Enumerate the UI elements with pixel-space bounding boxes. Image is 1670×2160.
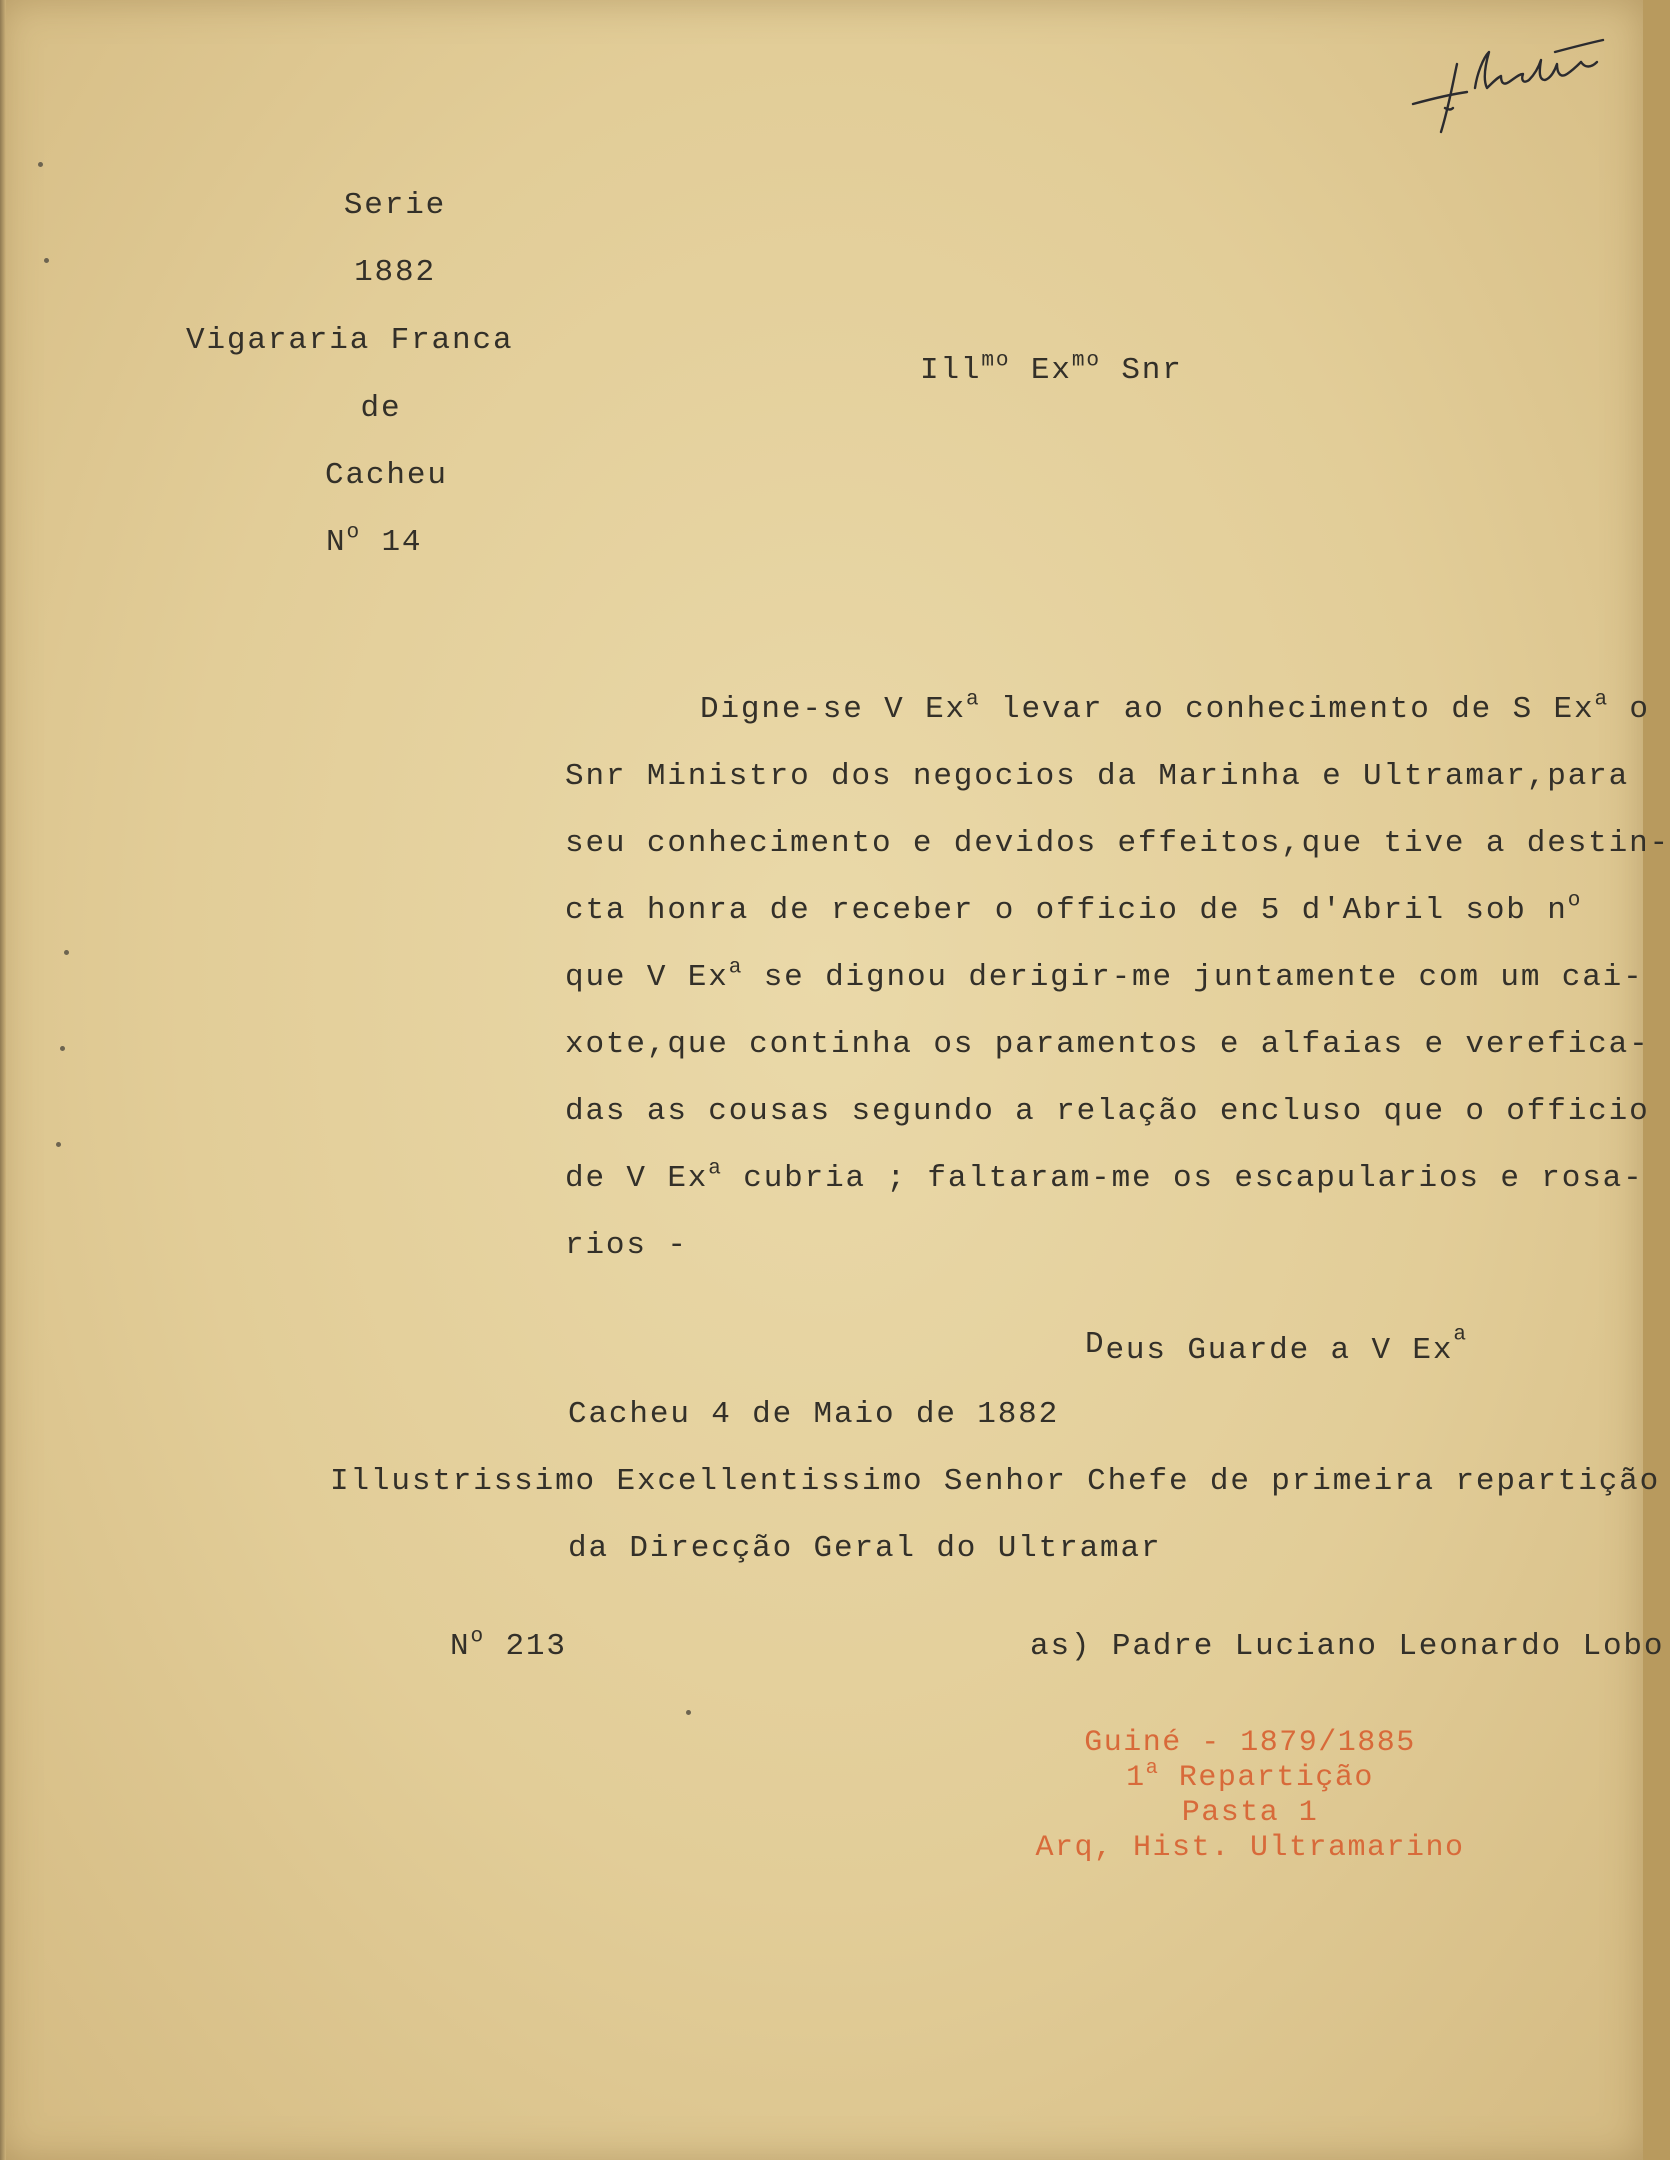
paper-speck [56, 1142, 61, 1147]
page-edge [0, 0, 6, 2160]
body-line-9: rios - [565, 1228, 688, 1263]
closing-addressee-2: da Direcção Geral do Ultramar [568, 1531, 1162, 1566]
closing-addressee-1: Illustrissimo Excellentissimo Senhor Chefe de primeira repartição [330, 1464, 1661, 1499]
stamp-line-1: Guiné - 1879/1885 [1084, 1726, 1416, 1760]
body-line-3: seu conhecimento e devidos effeitos,que tive a destin- [565, 826, 1670, 861]
body-line-8: de V Ex$^a$ cubria ; faltaram-me os escapularios e rosa- [565, 1156, 1644, 1196]
closing-place-date: Cacheu 4 de Maio de 1882 [568, 1397, 1060, 1432]
header-number: $N^o$ 14 [326, 520, 423, 560]
paper-speck [38, 162, 43, 167]
closing-signed: as) Padre Luciano Leonardo Lobo [1030, 1629, 1665, 1664]
stamp-line-4: Arq, Hist. Ultramarino [1035, 1831, 1465, 1865]
paper-speck [44, 258, 49, 263]
closing-deus-guarde: Deus Guarde a V Ex$^a$ [1085, 1322, 1468, 1368]
body-line-5: que V Ex$^a$ se dignou derigir-me juntamente com um cai- [565, 955, 1644, 995]
header-year: 1882 [354, 255, 436, 290]
body-line-1: Digne-se V Ex$^a$ levar ao conhecimento de S Ex$^a$ o [700, 687, 1650, 727]
paper-speck [686, 1710, 691, 1715]
header-de: de [360, 391, 402, 426]
paper-speck [64, 950, 69, 955]
body-line-2: Snr Ministro dos negocios da Marinha e Ultramar,para [565, 759, 1630, 794]
stamp-line-3: Pasta 1 [1181, 1796, 1319, 1830]
stamp-line-2: 1$^a$ Repartição [1126, 1756, 1374, 1795]
header-vigararia: Vigararia Franca [186, 323, 514, 358]
body-line-4: cta honra de receber o officio de 5 d'Abril sob $n^o$ [565, 888, 1583, 928]
handwritten-signature [1405, 22, 1610, 142]
header-cacheu: Cacheu [325, 458, 448, 493]
body-line-6: xote,que continha os paramentos e alfaias e verefica- [565, 1027, 1650, 1062]
closing-number: $N^o$ 213 [450, 1624, 567, 1664]
header-serie: Serie [343, 188, 447, 223]
salutation: Ill$^{mo}$ $Ex^{mo}$ Snr [920, 348, 1183, 388]
paper-speck [60, 1046, 65, 1051]
body-line-7: das as cousas segundo a relação encluso que o officio [565, 1094, 1650, 1129]
